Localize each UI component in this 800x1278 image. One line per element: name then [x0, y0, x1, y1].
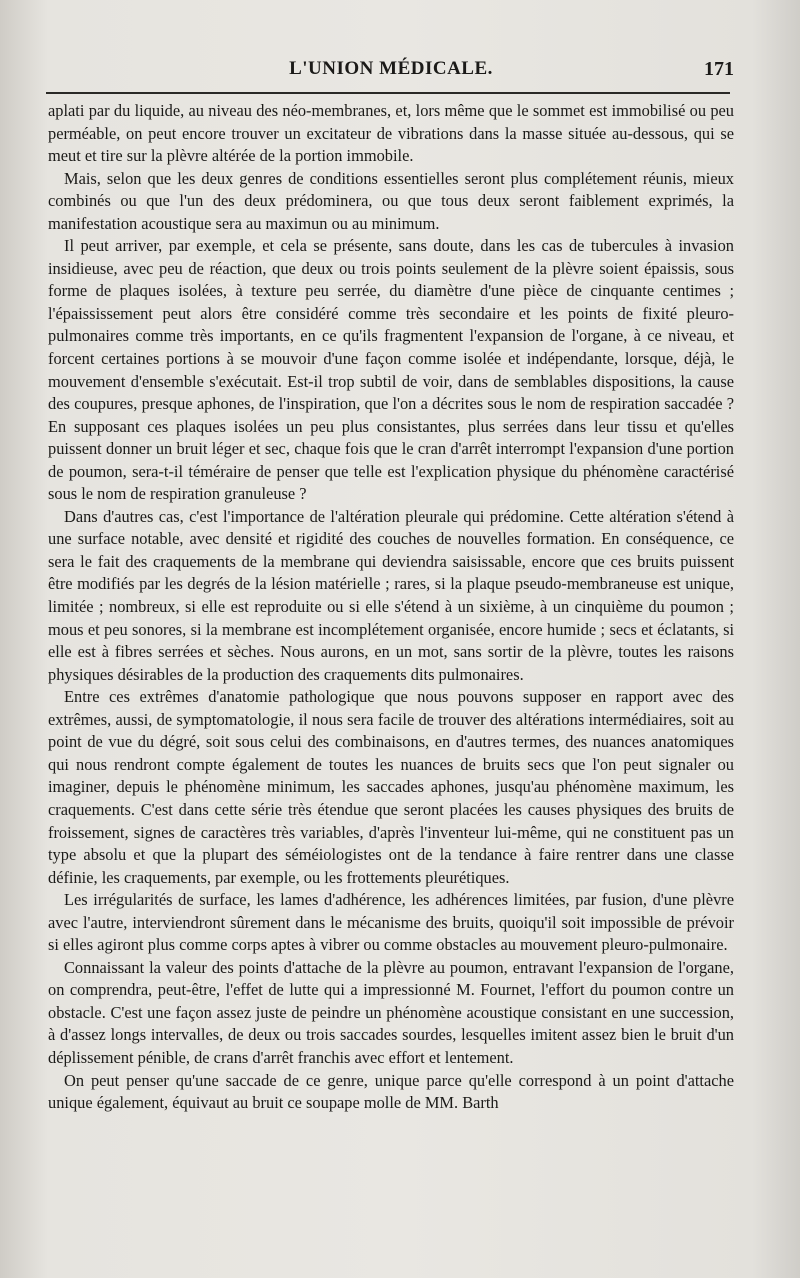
body-text	[48, 100, 734, 1115]
paragraph: Mais, selon que les deux genres de conditions essentielles seront plus complétement réunis, mieux combinés ou que l'un des deux prédominera, ou que tous deux seront faiblement exprimés, la manifestation acoustique sera au maximun ou au minimum.	[48, 168, 734, 233]
paragraph: Connaissant la valeur des points d'attache de la plèvre au poumon, entravant l'expansion de l'organe, on comprendra, peut-être, l'effet de lutte qui a impressionné M. Fournet, l'effort du poumon contre un obstacle. C'est une façon assez juste de peindre un phénomène acoustique consistant en une succession, à d'assez longs intervalles, de deux ou trois saccades sourdes, lesquelles imitent assez bien le bruit d'un déplissement pénible, de crans d'arrêt franchis avec effort et lentement.	[48, 957, 734, 1067]
paragraph: Entre ces extrêmes d'anatomie pathologique que nous pouvons supposer en rapport avec des extrêmes, aussi, de symptomatologie, il nous sera facile de trouver des altérations intermédiaires, soit au point de vue du dégré, soit sous celui des combinaisons, en d'autres termes, des nuances anatomiques qui nous rendront compte également de toutes les nuances de bruits secs que l'on peut signaler ou imaginer, depuis le phénomène minimum, les saccades aphones, jusqu'au phénomène maximum, les craquements. C'est dans cette série très étendue que seront placées les causes physiques des bruits de froissement, signes de caractères très variables, d'après l'inventeur lui-même, qui ne constituent pas un type absolu et que la plupart des séméiologistes ont de la tendance à faire rentrer dans une classe définie, les craquements, par exemple, ou les frottements pleurétiques.	[48, 687, 734, 887]
paragraph: aplati par du liquide, au niveau des néo-membranes, et, lors même que le sommet est immobilisé ou peu perméable, on peut encore trouver un excitateur de vibrations dans la masse située au-dessous, qui se meut et tire sur la plèvre altérée de la portion immobile.	[48, 101, 734, 166]
page-number: 171	[704, 58, 734, 80]
running-header	[46, 58, 736, 88]
paragraph: Les irrégularités de surface, les lames d'adhérence, les adhérences limitées, par fusion, d'une plèvre avec l'autre, interviendront sûrement dans le mécanisme des bruits, quoiqu'il soit impossible de prévoir si elles agiront plus comme corps aptes à vibrer ou comme obstacles au mouvement pleuro-pulmonaire.	[48, 890, 734, 955]
journal-title: L'UNION MÉDICALE.	[289, 58, 493, 79]
header-rule	[46, 92, 730, 94]
paragraph: Il peut arriver, par exemple, et cela se présente, sans doute, dans les cas de tubercules à invasion insidieuse, avec peu de réaction, que deux ou trois points seulement de la plèvre soient épaissis, sous forme de plaques isolées, à texture peu serrée, du diamètre d'une pièce de cinquante centimes ; l'épaississement peut alors être considéré comme très secondaire et les points de fixité pleuro-pulmonaires comme très importants, en ce qu'ils fragmentent l'expansion de l'organe, à ce niveau, et forcent certaines portions à se mouvoir d'une façon comme isolée et indépendante, lorsque, déjà, le mouvement d'ensemble s'exécutait. Est-il trop subtil de voir, dans de semblables dispositions, la cause des coupures, presque aphones, de l'inspiration, que l'on a décrites sous le nom de respiration saccadée ? En supposant ces plaques isolées un peu plus consistantes, plus serrées dans leur tissu et qu'elles puissent donner un bruit léger et sec, chaque fois que le cran d'arrêt interrompt l'expansion d'une portion de poumon, sera-t-il téméraire de penser que telle est l'explication physique du phénomène caractérisé sous le nom de respiration granuleuse ?	[48, 236, 734, 504]
paragraph: On peut penser qu'une saccade de ce genre, unique parce qu'elle correspond à un point d'attache unique également, équivaut au bruit ce soupape molle de MM. Barth	[48, 1070, 734, 1113]
paragraph: Dans d'autres cas, c'est l'importance de l'altération pleurale qui prédomine. Cette altération s'étend à une surface notable, avec densité et rigidité des couches de nouvelles formation. En conséquence, ce sera le fait des craquements de la membrane qui deviendra saisissable, encore que ces bruits puissent être modifiés par les degrés de la lésion matérielle ; rares, si la plaque pseudo-membraneuse est unique, limitée ; nombreux, si elle est reproduite ou si elle s'étend à un sixième, à un cinquième du poumon ; mous et peu sonores, si la membrane est incomplétement organisée, encore humide ; secs et éclatants, si elle est à fibres serrées et sèches. Nous aurons, en un mot, sans sortir de la plèvre, toutes les raisons physiques désirables de la production des craquements dits pulmonaires.	[48, 506, 734, 684]
